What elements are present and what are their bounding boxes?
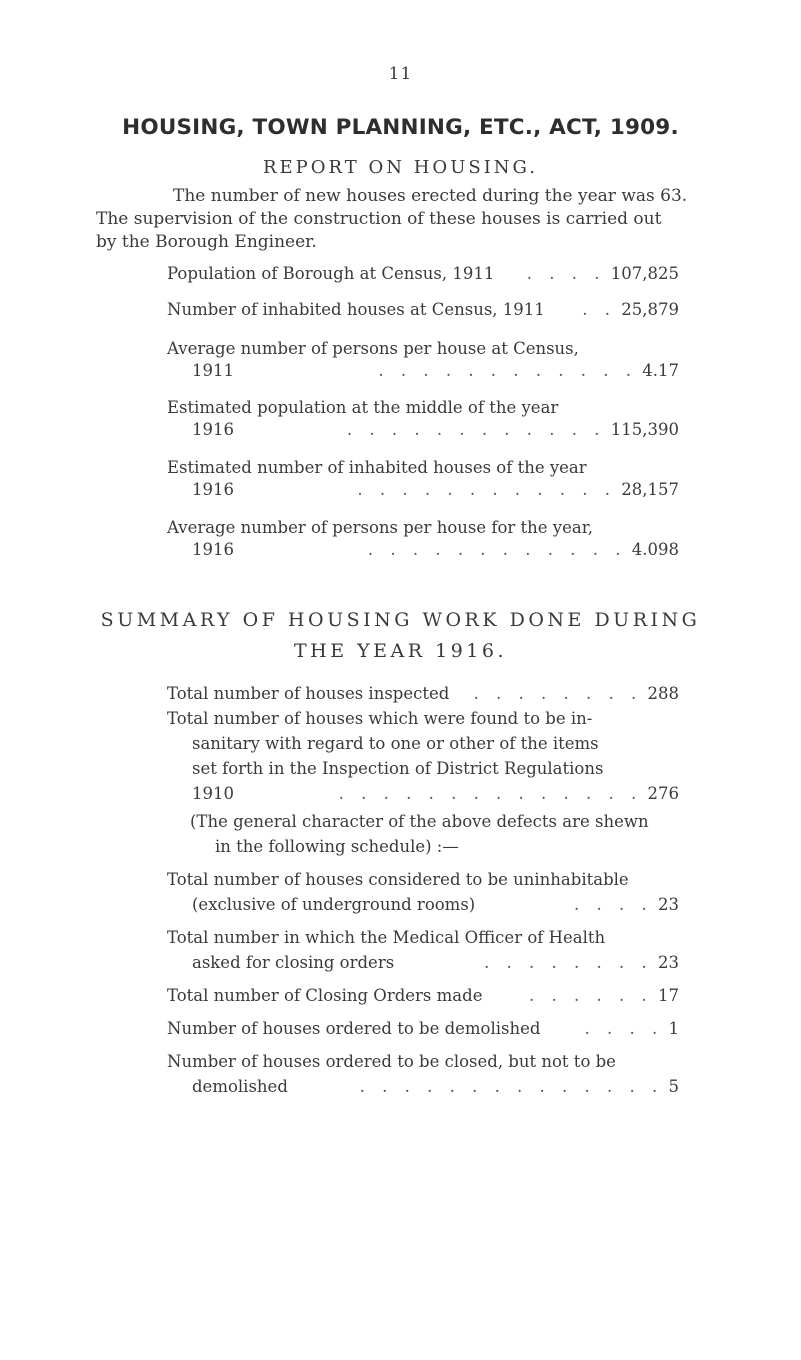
summary-row [167, 1016, 679, 1041]
summary-text-continued: demolished [192, 1077, 288, 1096]
leader-dots: . . . . . . . . . . . . [346, 420, 606, 439]
leader-dots: . . . . . . . . [473, 684, 643, 703]
stat-row [167, 263, 679, 285]
summary-text-continued: (exclusive of underground rooms) [192, 895, 476, 914]
summary-value: 23 [658, 895, 679, 914]
summary-text: Total number of Closing Orders made [167, 986, 483, 1005]
intro-line-3: by the Borough Engineer. [96, 232, 317, 252]
stat-label: Estimated number of inhabited houses of the year [167, 458, 587, 477]
stat-value: 4.17 [642, 361, 679, 380]
leader-dots: . . . . . . . . . . . . [367, 540, 627, 559]
summary-note [190, 809, 679, 859]
stat-value: 25,879 [621, 300, 679, 319]
stat-value: 115,390 [610, 420, 679, 439]
leader-dots: . . . . [526, 264, 606, 283]
summary-text-continued: set forth in the Inspection of District Regulations [192, 759, 604, 778]
summary-heading: SUMMARY OF HOUSING WORK DONE DURING [100, 609, 701, 631]
summary-text: Number of houses ordered to be closed, but not to be [167, 1052, 616, 1071]
summary-row [167, 983, 679, 1008]
leader-dots: . . . . . . . . . . . . . . [338, 784, 643, 803]
stat-label: Average number of persons per house for the year, [167, 518, 594, 537]
page-number: 11 [388, 64, 413, 84]
leader-dots: . . . . [574, 895, 653, 914]
summary-text: Total number of houses inspected [167, 684, 450, 703]
stat-row [167, 299, 679, 321]
summary-note-text-continued: in the following schedule) :— [215, 837, 459, 856]
stat-label: Population of Borough at Census, 1911 [167, 264, 495, 283]
summary-value: 5 [668, 1077, 679, 1096]
leader-dots: . . . . [584, 1019, 664, 1038]
stat-value: 107,825 [610, 264, 679, 283]
summary-text-continued: sanitary with regard to one or other of the items [192, 734, 599, 753]
summary-row [167, 1049, 679, 1099]
summary-value: 17 [658, 986, 679, 1005]
stat-label-continued: 1916 [192, 420, 234, 439]
summary-text: Number of houses ordered to be demolished [167, 1019, 541, 1038]
stat-label-continued: 1911 [192, 361, 234, 380]
report-heading: REPORT ON HOUSING. [262, 157, 539, 178]
summary-value: 23 [658, 953, 679, 972]
intro-line-1: The number of new houses erected during the year was 63. [173, 186, 688, 206]
stat-value: 28,157 [621, 480, 679, 499]
summary-row [167, 681, 679, 706]
stat-row [167, 457, 679, 501]
summary-text: Total number of houses considered to be uninhabitable [167, 870, 629, 889]
leader-dots: . . . . . . . . [484, 953, 653, 972]
stat-label: Average number of persons per house at Census, [167, 339, 579, 358]
leader-dots: . . . . . . . . . . . . . . [359, 1077, 664, 1096]
summary-text-continued: 1910 [192, 784, 234, 803]
leader-dots: . . . . . . . . . . . . [378, 361, 637, 380]
stat-label-continued: 1916 [192, 480, 234, 499]
intro-line-2: The supervision of the construction of these houses is carried out [96, 209, 662, 229]
leader-dots: . . [582, 300, 617, 319]
summary-row [167, 706, 679, 806]
act-title: HOUSING, TOWN PLANNING, ETC., ACT, 1909. [122, 115, 679, 140]
summary-row [167, 925, 679, 975]
summary-text: Total number in which the Medical Officer of Health [167, 928, 606, 947]
stat-label: Number of inhabited houses at Census, 1911 [167, 300, 545, 319]
stat-row [167, 517, 679, 561]
summary-note-text: (The general character of the above defects are shewn [190, 812, 649, 831]
summary-text-continued: asked for closing orders [192, 953, 395, 972]
stat-row [167, 338, 679, 382]
summary-value: 276 [647, 784, 679, 803]
stat-row [167, 397, 679, 441]
summary-value: 1 [668, 1019, 679, 1038]
stat-value: 4.098 [631, 540, 679, 559]
summary-row [167, 867, 679, 917]
stat-label-continued: 1916 [192, 540, 234, 559]
summary-text: Total number of houses which were found to be in- [167, 709, 593, 728]
leader-dots: . . . . . . . . . . . . [357, 480, 617, 499]
stat-label: Estimated population at the middle of the year [167, 398, 559, 417]
leader-dots: . . . . . . [529, 986, 653, 1005]
summary-value: 288 [647, 684, 679, 703]
summary-heading-year: THE YEAR 1916. [293, 640, 508, 662]
